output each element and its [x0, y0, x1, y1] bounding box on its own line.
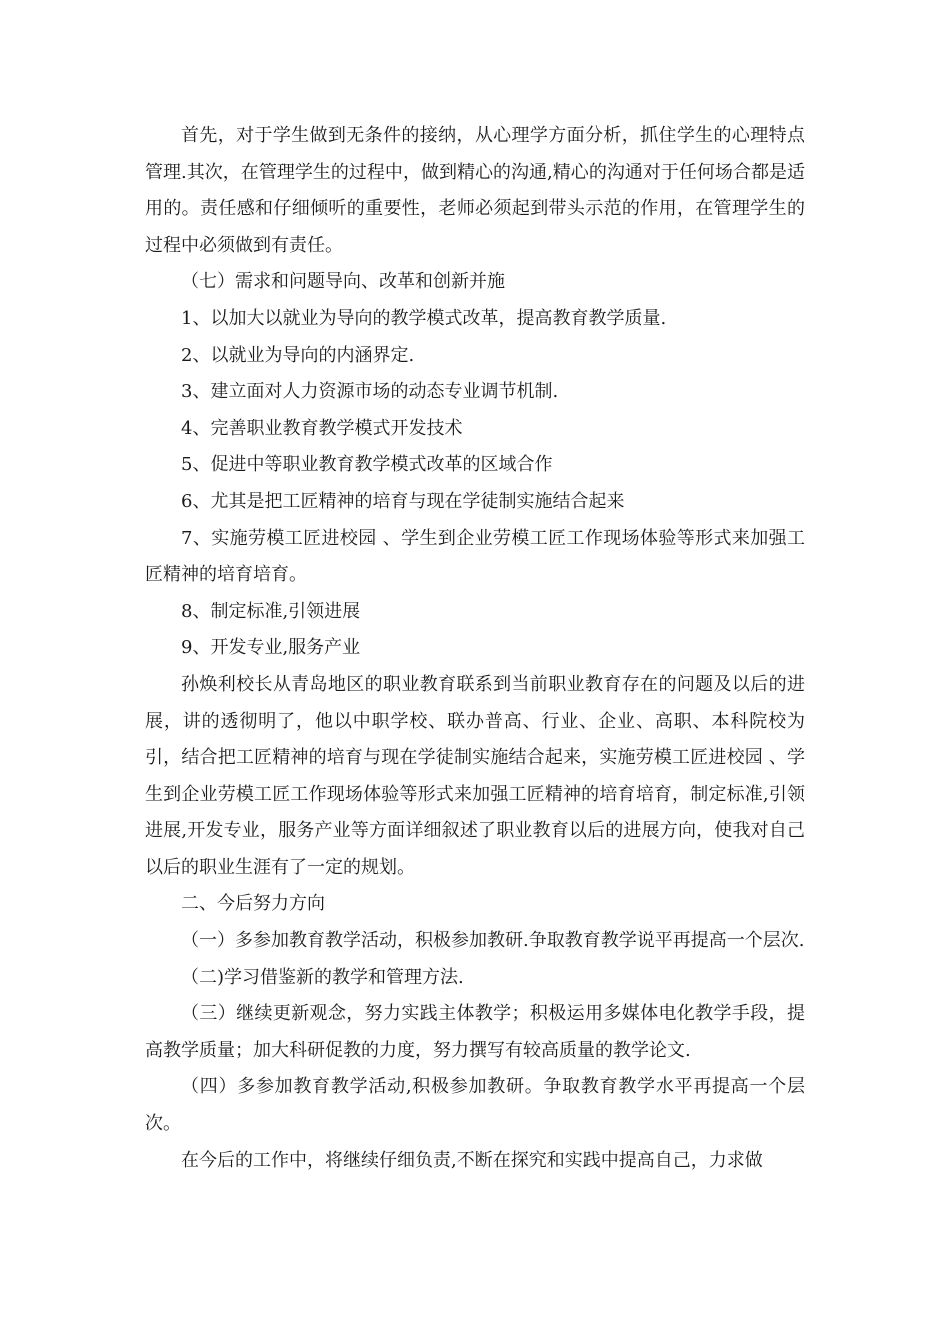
- list-item-8: 8、制定标准,引领进展: [181, 600, 361, 622]
- paragraph-principal-summary: 孙焕利校长从青岛地区的职业教育联系到当前职业教育存在的问题及以后的进展，讲的透彻明了，他以中职学校、联办普高、行业、企业、高职、本科院校为引，结合把工匠精神的培育与现在学徒制实施结合起来，实施劳模工匠进校园 、学生到企业劳模工匠工作现场体验等形式来加强工匠精神的培育培育，制定标准,引领进展,开发专业，服务产业等方面详细叙述了职业教育以后的进展方向，使我对自己以后的职业生涯有了一定的规划。: [145, 673, 805, 878]
- direction-item-2: （二)学习借鉴新的教学和管理方法.: [181, 966, 464, 988]
- list-item-9: 9、开发专业,服务产业: [181, 637, 361, 659]
- document-body: [145, 118, 805, 1179]
- list-item-6: 6、尤其是把工匠精神的培育与现在学徒制实施结合起来: [181, 490, 625, 512]
- direction-item-3: （三）继续更新观念，努力实践主体教学；积极运用多媒体电化教学手段，提高教学质量；加大科研促教的力度，努力撰写有较高质量的教学论文.: [145, 1003, 805, 1061]
- heading-future-direction: 二、今后努力方向: [181, 893, 325, 915]
- list-item-7: 7、实施劳模工匠进校园 、学生到企业劳模工匠工作现场体验等形式来加强工匠精神的培育培育。: [145, 527, 805, 586]
- direction-item-1: （一）多参加教育教学活动，积极参加教研.争取教育教学说平再提高一个层次.: [181, 930, 805, 952]
- paragraph-closing: 在今后的工作中，将继续仔细负责,不断在探究和实践中提高自己，力求做: [181, 1149, 763, 1171]
- list-item-4: 4、完善职业教育教学模式开发技术: [181, 417, 463, 439]
- paragraph-management-approach: 首先，对于学生做到无条件的接纳，从心理学方面分析，抓住学生的心理特点管理.其次，在管理学生的过程中，做到精心的沟通,精心的沟通对于任何场合都是适用的。责任感和仔细倾听的重要性，老师必须起到带头示范的作用，在管理学生的过程中必须做到有责任。: [145, 125, 805, 256]
- list-item-5: 5、促进中等职业教育教学模式改革的区域合作: [181, 454, 553, 476]
- list-item-3: 3、建立面对人力资源市场的动态专业调节机制.: [181, 381, 559, 403]
- heading-section-seven: （七）需求和问题导向、改革和创新并施: [181, 271, 505, 293]
- list-item-1: 1、以加大以就业为导向的教学模式改革，提高教育教学质量.: [181, 307, 667, 329]
- list-item-2: 2、以就业为导向的内涵界定.: [181, 344, 415, 366]
- direction-item-4: （四）多参加教育教学活动,积极参加教研。争取教育教学水平再提高一个层次。: [145, 1076, 805, 1135]
